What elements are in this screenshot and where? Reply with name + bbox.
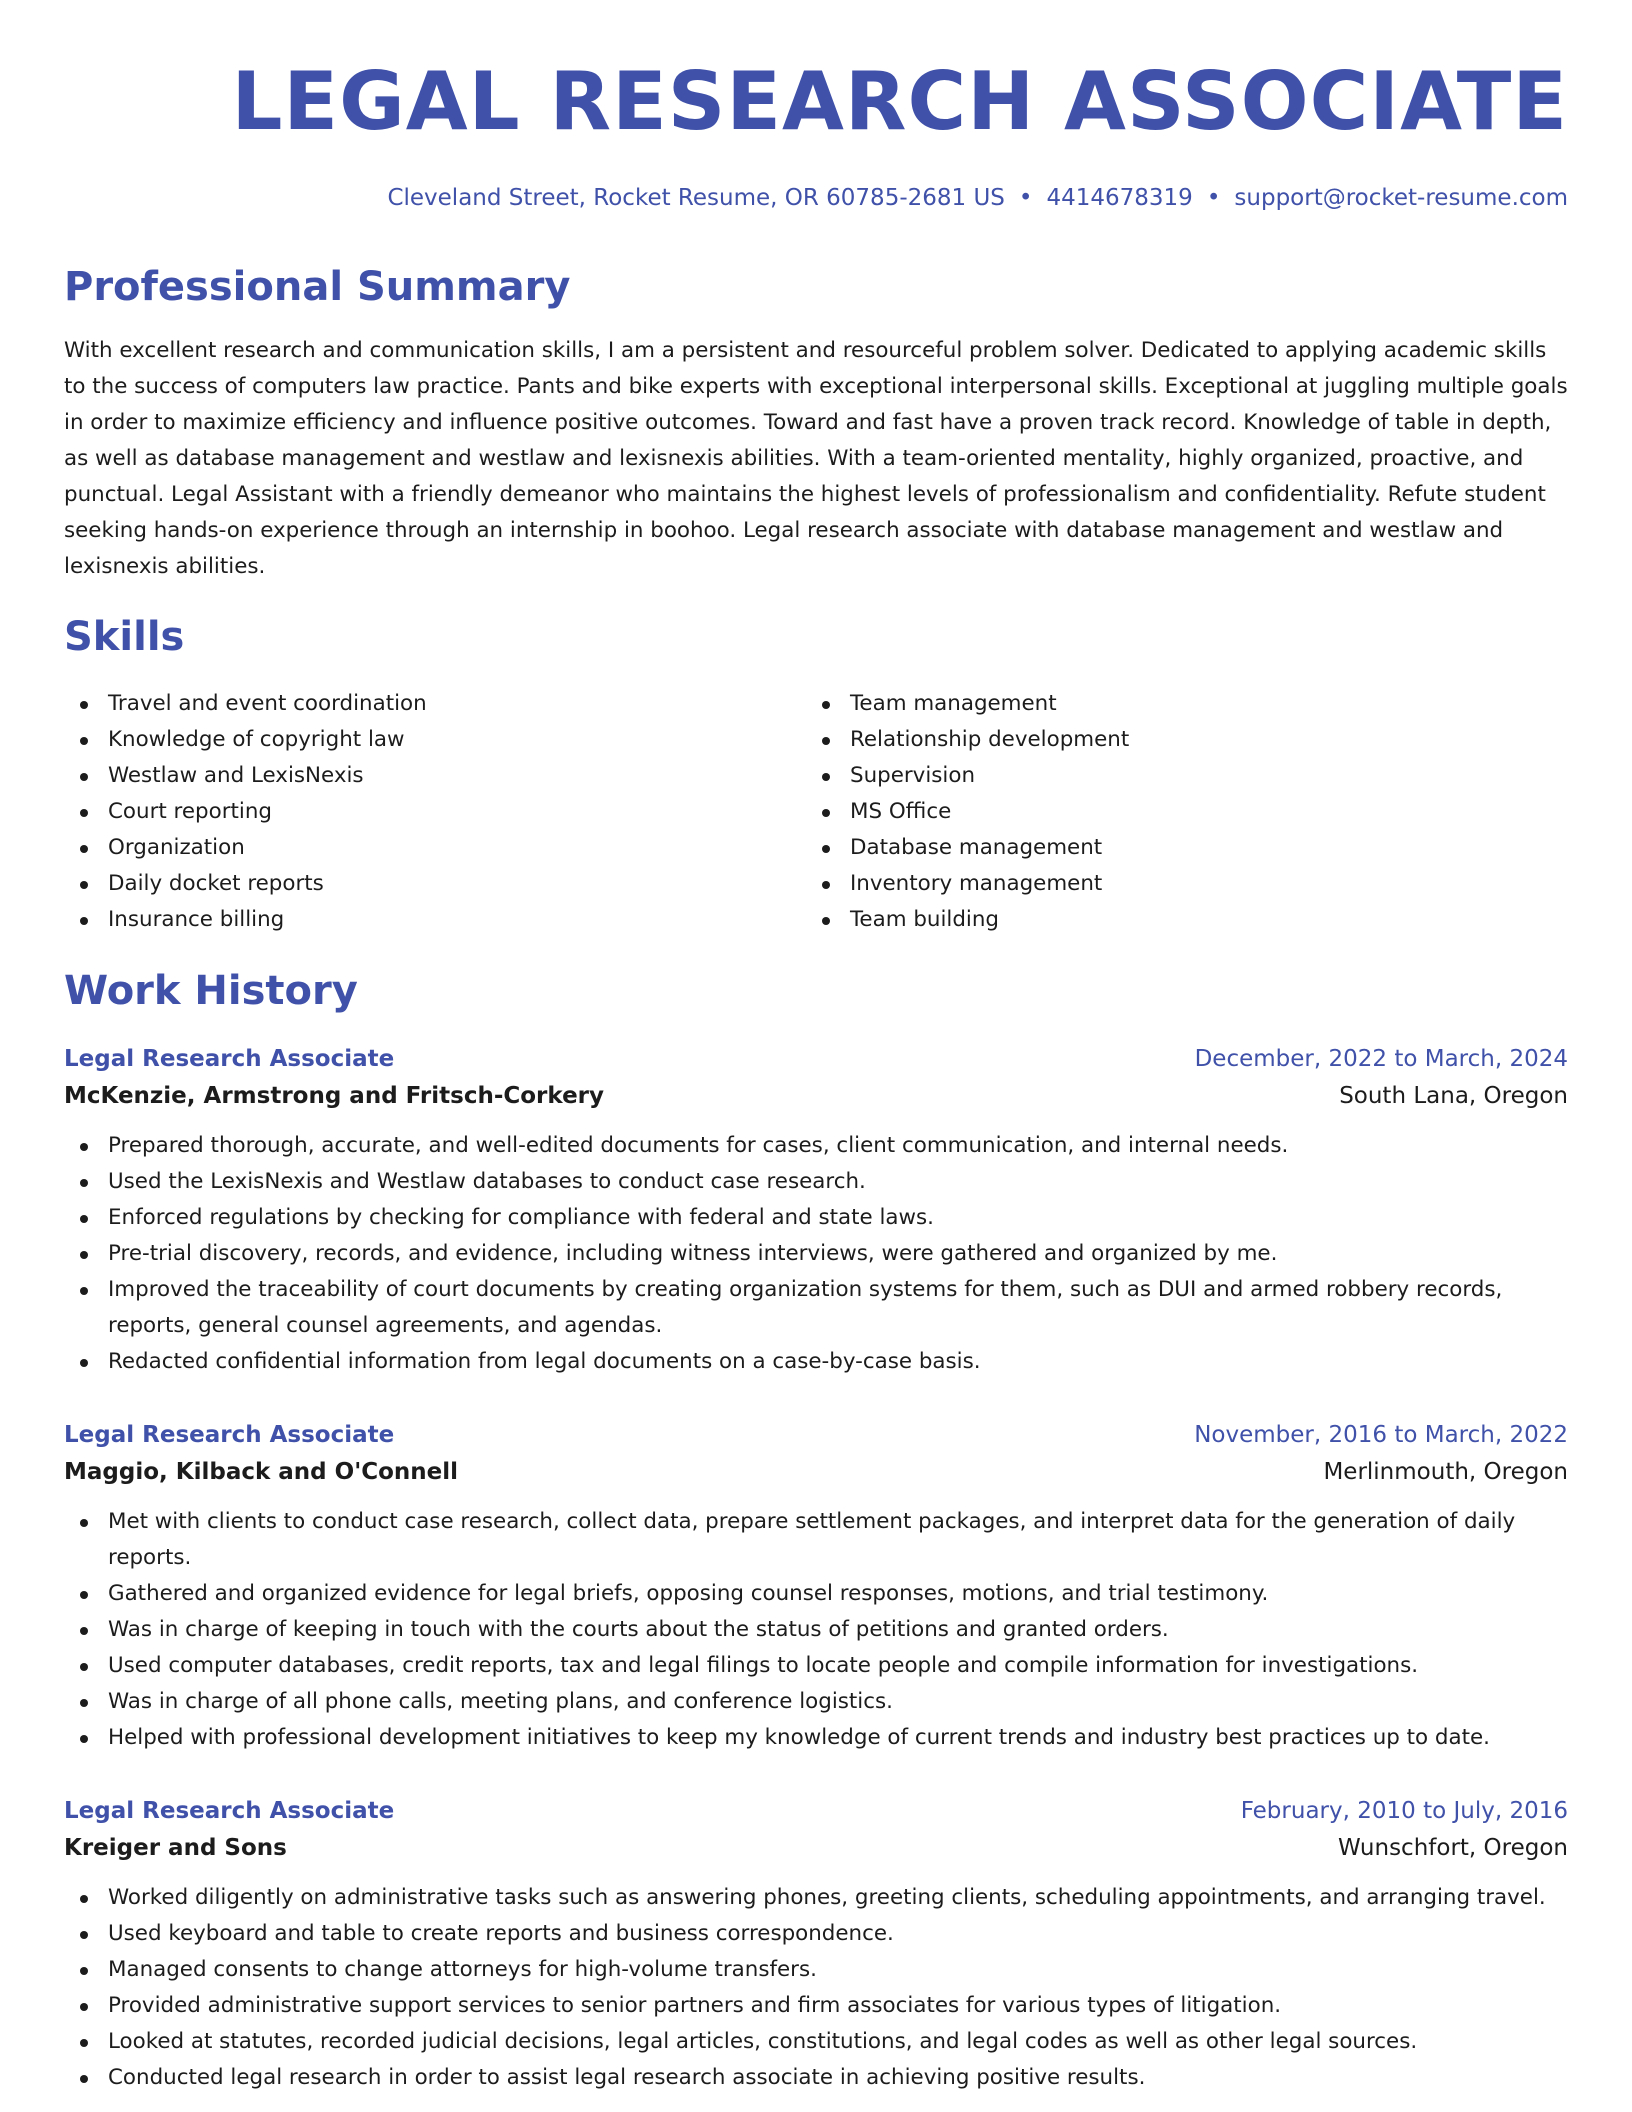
job-title: Legal Research Associate <box>64 1422 395 1448</box>
job-bullet: Prepared thorough, accurate, and well-edited documents for cases, client communication, and internal needs. <box>64 1128 1568 1164</box>
skill-item: Team management <box>806 686 1548 722</box>
resume-name-heading: LEGAL RESEARCH ASSOCIATE <box>231 55 1568 148</box>
job-dates: February, 2010 to July, 2016 <box>1240 1798 1568 1824</box>
job-bullet: Pre-trial discovery, records, and evidence, including witness interviews, were gathered and organized by me. <box>64 1236 1568 1272</box>
skill-item: Supervision <box>806 758 1548 794</box>
skill-item: Daily docket reports <box>64 866 806 902</box>
job-bullet: Used computer databases, credit reports, tax and legal filings to locate people and compile information for investigations. <box>64 1648 1568 1684</box>
job-bullet: Used keyboard and table to create reports and business correspondence. <box>64 1916 1568 1952</box>
skills-section-title: Skills <box>64 614 185 660</box>
skills-column-left <box>64 686 806 938</box>
skill-item: Westlaw and LexisNexis <box>64 758 806 794</box>
skill-item: MS Office <box>806 794 1548 830</box>
summary-text: With excellent research and communication skills, I am a persistent and resourceful problem solver. Dedicated to applying academic skills to the success of computers law practice. Pants and bike experts with exceptional interpersonal skills. Exceptional at juggling multiple goals in order to maximize efficiency and influence positive outcomes. Toward and fast have a proven track record. Knowledge of table in depth, as well as database management and westlaw and lexisnexis abilities. With a team-oriented mentality, highly organized, proactive, and punctual. Legal Assistant with a friendly demeanor who maintains the highest levels of professionalism and confidentiality. Refute student seeking hands-on experience through an internship in boohoo. Legal research associate with database management and westlaw and lexisnexis abilities. <box>64 338 1568 579</box>
job-company: Maggio, Kilback and O'Connell <box>64 1459 459 1485</box>
job-bullet: Provided administrative support services to senior partners and firm associates for various types of litigation. <box>64 1988 1568 2024</box>
job-location: South Lana, Oregon <box>1339 1083 1568 1109</box>
job-bullet: Gathered and organized evidence for legal briefs, opposing counsel responses, motions, and trial testimony. <box>64 1576 1568 1612</box>
contact-separator: • <box>1206 185 1221 211</box>
job-bullet: Enforced regulations by checking for compliance with federal and state laws. <box>64 1200 1568 1236</box>
job-bullets <box>64 1880 1568 2096</box>
job-location: Merlinmouth, Oregon <box>1323 1459 1568 1485</box>
job-entry <box>64 1794 1568 2096</box>
job-title: Legal Research Associate <box>64 1046 395 1072</box>
job-location: Wunschfort, Oregon <box>1338 1835 1568 1861</box>
skills-list <box>64 686 1568 938</box>
skill-item: Inventory management <box>806 866 1548 902</box>
job-bullets <box>64 1504 1568 1756</box>
skills-column-right <box>806 686 1548 938</box>
job-bullets <box>64 1128 1568 1380</box>
skill-item: Travel and event coordination <box>64 686 806 722</box>
skill-item: Knowledge of copyright law <box>64 722 806 758</box>
job-title: Legal Research Associate <box>64 1798 395 1824</box>
contact-phone[interactable]: 4414678319 <box>1046 185 1193 211</box>
contact-email[interactable]: support@rocket-resume.com <box>1234 185 1568 211</box>
skill-item: Court reporting <box>64 794 806 830</box>
work-history-section-title: Work History <box>64 968 358 1014</box>
job-company: Kreiger and Sons <box>64 1835 287 1861</box>
job-bullet: Worked diligently on administrative tasks such as answering phones, greeting clients, scheduling appointments, and arranging travel. <box>64 1880 1568 1916</box>
job-bullet: Was in charge of keeping in touch with the courts about the status of petitions and granted orders. <box>64 1612 1568 1648</box>
job-bullet: Redacted confidential information from legal documents on a case-by-case basis. <box>64 1344 1568 1380</box>
job-bullet: Used the LexisNexis and Westlaw databases to conduct case research. <box>64 1164 1568 1200</box>
contact-separator: • <box>1018 185 1033 211</box>
job-bullet: Helped with professional development initiatives to keep my knowledge of current trends and industry best practices up to date. <box>64 1720 1568 1756</box>
job-bullet: Met with clients to conduct case research, collect data, prepare settlement packages, and interpret data for the generation of daily reports. <box>64 1504 1568 1576</box>
summary-section-title: Professional Summary <box>64 264 571 310</box>
job-bullet: Improved the traceability of court documents by creating organization systems for them, such as DUI and armed robbery records, reports, general counsel agreements, and agendas. <box>64 1272 1568 1344</box>
contact-address: Cleveland Street, Rocket Resume, OR 60785-2681 US <box>387 185 1005 211</box>
job-entry <box>64 1042 1568 1380</box>
job-bullet: Was in charge of all phone calls, meeting plans, and conference logistics. <box>64 1684 1568 1720</box>
skill-item: Insurance billing <box>64 902 806 938</box>
job-dates: November, 2016 to March, 2022 <box>1194 1422 1568 1448</box>
job-bullet: Managed consents to change attorneys for high-volume transfers. <box>64 1952 1568 1988</box>
job-company: McKenzie, Armstrong and Fritsch-Corkery <box>64 1083 605 1109</box>
contact-line <box>387 180 1568 216</box>
job-entry <box>64 1418 1568 1756</box>
job-dates: December, 2022 to March, 2024 <box>1194 1046 1568 1072</box>
skill-item: Team building <box>806 902 1548 938</box>
skill-item: Organization <box>64 830 806 866</box>
job-bullet: Looked at statutes, recorded judicial decisions, legal articles, constitutions, and legal codes as well as other legal sources. <box>64 2024 1568 2060</box>
job-bullet: Conducted legal research in order to assist legal research associate in achieving positive results. <box>64 2060 1568 2096</box>
skill-item: Database management <box>806 830 1548 866</box>
skill-item: Relationship development <box>806 722 1548 758</box>
